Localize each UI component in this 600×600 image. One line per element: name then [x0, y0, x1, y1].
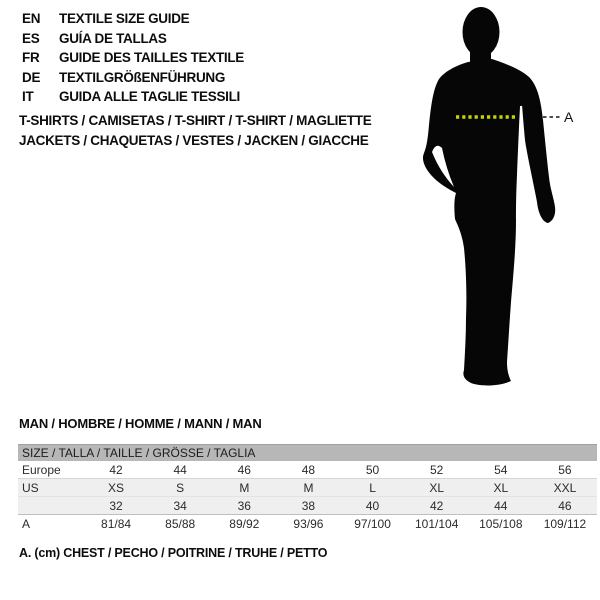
table-cell: 85/88: [148, 515, 212, 533]
table-row-us: [18, 479, 597, 497]
table-cell: XL: [469, 479, 533, 497]
table-cell: 48: [276, 461, 340, 479]
table-cell: 54: [469, 461, 533, 479]
table-cell: 32: [84, 497, 148, 515]
language-code: FR: [22, 50, 40, 65]
language-row: [22, 29, 244, 49]
table-row-chest: [18, 515, 597, 533]
table-cell: 44: [469, 497, 533, 515]
table-cell: 89/92: [212, 515, 276, 533]
table-cell: M: [276, 479, 340, 497]
language-label: TEXTILE SIZE GUIDE: [59, 11, 190, 26]
table-cell: 34: [148, 497, 212, 515]
language-row: [22, 48, 244, 68]
category-line: T-SHIRTS / CAMISETAS / T-SHIRT / T-SHIRT / MAGLIETTE: [19, 113, 372, 128]
section-title-man: MAN / HOMBRE / HOMME / MANN / MAN: [19, 416, 262, 431]
language-label: GUIDA ALLE TAGLIE TESSILI: [59, 89, 240, 104]
measurement-label-a: A: [564, 109, 574, 125]
table-cell: 38: [276, 497, 340, 515]
table-cell: S: [148, 479, 212, 497]
table-cell: 36: [212, 497, 276, 515]
row-label: [18, 497, 84, 515]
language-row: [22, 68, 244, 88]
table-cell: 93/96: [276, 515, 340, 533]
garment-categories: [19, 111, 371, 150]
table-cell: 42: [405, 497, 469, 515]
table-cell: M: [212, 479, 276, 497]
table-cell: 101/104: [405, 515, 469, 533]
size-table: [18, 444, 597, 532]
table-cell: 46: [533, 497, 597, 515]
language-row: [22, 87, 244, 107]
row-label: A: [18, 515, 84, 533]
language-list: [22, 9, 244, 107]
language-code: EN: [22, 11, 41, 26]
table-cell: L: [341, 479, 405, 497]
table-cell: 52: [405, 461, 469, 479]
table-cell: 46: [212, 461, 276, 479]
row-label: US: [18, 479, 84, 497]
table-cell: 105/108: [469, 515, 533, 533]
man-silhouette-figure: [370, 0, 600, 400]
language-code: ES: [22, 30, 40, 46]
size-table-header: SIZE / TALLA / TAILLE / GRÖSSE / TAGLIA: [18, 445, 597, 462]
language-label: GUIDE DES TAILLES TEXTILE: [59, 50, 245, 65]
size-table-header-row: [18, 445, 597, 462]
table-cell: 81/84: [84, 515, 148, 533]
man-silhouette: [370, 0, 600, 400]
language-code: DE: [22, 69, 41, 85]
language-label: TEXTILGRÖßENFÜHRUNG: [59, 69, 226, 85]
silhouette-body: [423, 59, 555, 385]
table-cell: 42: [84, 461, 148, 479]
table-cell: 50: [341, 461, 405, 479]
table-row-europe: [18, 461, 597, 479]
table-cell: XL: [405, 479, 469, 497]
table-cell: 56: [533, 461, 597, 479]
measurement-footnote: A. (cm) CHEST / PECHO / POITRINE / TRUHE / PETTO: [19, 546, 328, 560]
language-row: [22, 9, 244, 29]
table-cell: 97/100: [341, 515, 405, 533]
category-line: JACKETS / CHAQUETAS / VESTES / JACKEN / GIACCHE: [19, 132, 369, 148]
language-label: GUÍA DE TALLAS: [59, 30, 167, 46]
table-row-numeric: [18, 497, 597, 515]
table-cell: XS: [84, 479, 148, 497]
table-cell: 109/112: [533, 515, 597, 533]
table-cell: 40: [341, 497, 405, 515]
table-cell: 44: [148, 461, 212, 479]
table-cell: XXL: [533, 479, 597, 497]
language-code: IT: [22, 89, 34, 104]
row-label: Europe: [18, 461, 84, 479]
